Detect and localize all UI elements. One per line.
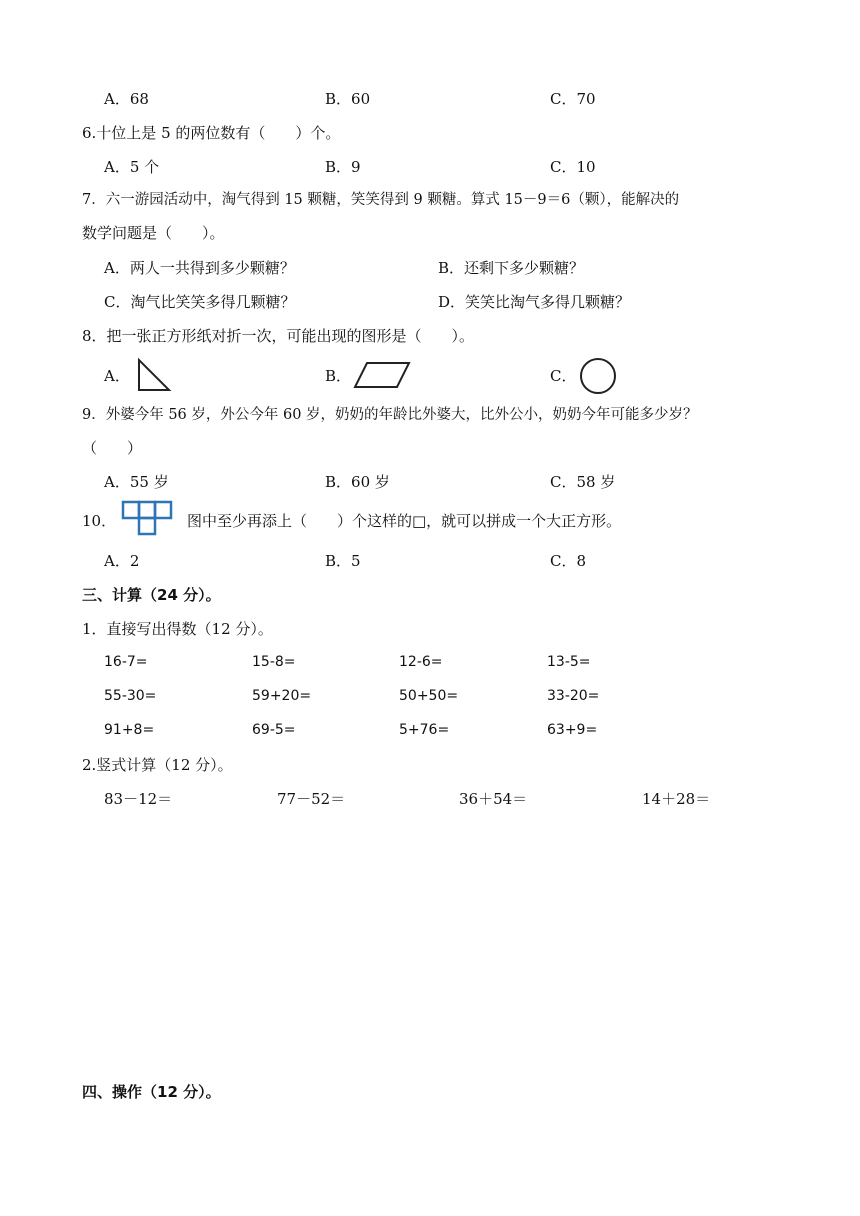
q8-text: 8．把一张正方形纸对折一次，可能出现的图形是（ ）。 <box>82 327 475 345</box>
section-3-sub1: 1．直接写出得数（12 分）。 <box>82 620 273 638</box>
q7-option-c: C．淘气比笑笑多得几颗糖？ <box>104 293 296 311</box>
square-blocks-figure <box>121 500 177 540</box>
calc-r1-c1: 16-7= <box>104 654 148 670</box>
calc-r2-c2: 59+20= <box>252 688 312 704</box>
q5-option-b: B．60 <box>325 90 371 108</box>
q10-option-a: A．2 <box>104 552 140 570</box>
q9-option-b: B．60 岁 <box>325 473 390 491</box>
calc-r2-c3: 50+50= <box>399 688 459 704</box>
calc-r1-c2: 15-8= <box>252 654 296 670</box>
q9-text-line1: 9．外婆今年 56 岁，外公今年 60 岁，奶奶的年龄比外婆大，比外公小，奶奶今年可能多少岁？ <box>82 407 698 423</box>
q5-option-a: A．68 <box>104 90 149 108</box>
section-3-title: 三、计算（24 分）。 <box>82 586 221 604</box>
calc-r3-c3: 5+76= <box>399 722 450 738</box>
q7-option-b: B．还剩下多少颗糖？ <box>438 259 585 277</box>
q7-text-line1: 7．六一游园活动中，淘气得到 15 颗糖，笑笑得到 9 颗糖。算式 15－9＝6（颗），能解决的 <box>82 192 680 208</box>
q7-option-d: D．笑笑比淘气多得几颗糖？ <box>438 293 631 311</box>
vertical-calc-1: 83－12＝ <box>104 790 173 808</box>
calc-r2-c1: 55-30= <box>104 688 157 704</box>
calc-r3-c1: 91+8= <box>104 722 155 738</box>
calc-r1-c4: 13-5= <box>547 654 591 670</box>
calc-r2-c4: 33-20= <box>547 688 600 704</box>
q6-option-b: B．9 <box>325 158 361 176</box>
vertical-calc-3: 36＋54＝ <box>459 790 528 808</box>
circle-figure <box>578 356 618 396</box>
calc-r1-c3: 12-6= <box>399 654 443 670</box>
q7-text-line2: 数学问题是（ ）。 <box>82 224 225 242</box>
section-4-title: 四、操作（12 分）。 <box>82 1083 221 1101</box>
calc-r3-c4: 63+9= <box>547 722 598 738</box>
right-triangle-figure <box>135 358 175 394</box>
q10-text: 图中至少再添上（ ）个这样的□，就可以拼成一个大正方形。 <box>187 512 622 530</box>
q10-option-b: B．5 <box>325 552 361 570</box>
q8-option-b-label: B． <box>325 367 352 385</box>
vertical-calc-4: 14＋28＝ <box>642 790 711 808</box>
q6-option-c: C．10 <box>550 158 596 176</box>
q10-option-c: C．8 <box>550 552 587 570</box>
q9-option-a: A．55 岁 <box>104 473 169 491</box>
q9-option-c: C．58 岁 <box>550 473 616 491</box>
q9-text-line2: （ ） <box>82 439 143 457</box>
q8-option-a-label: A． <box>104 367 130 385</box>
q10-number: 10． <box>82 512 117 530</box>
vertical-calc-2: 77－52＝ <box>277 790 346 808</box>
section-3-sub2: 2.竖式计算（12 分）。 <box>82 756 233 774</box>
parallelogram-figure <box>353 360 413 390</box>
q6-text: 6.十位上是 5 的两位数有（ ）个。 <box>82 124 341 142</box>
q7-option-a: A．两人一共得到多少颗糖？ <box>104 259 295 277</box>
q6-option-a: A．5 个 <box>104 158 160 176</box>
q5-option-c: C．70 <box>550 90 596 108</box>
q8-option-c-label: C． <box>550 367 577 385</box>
calc-r3-c2: 69-5= <box>252 722 296 738</box>
